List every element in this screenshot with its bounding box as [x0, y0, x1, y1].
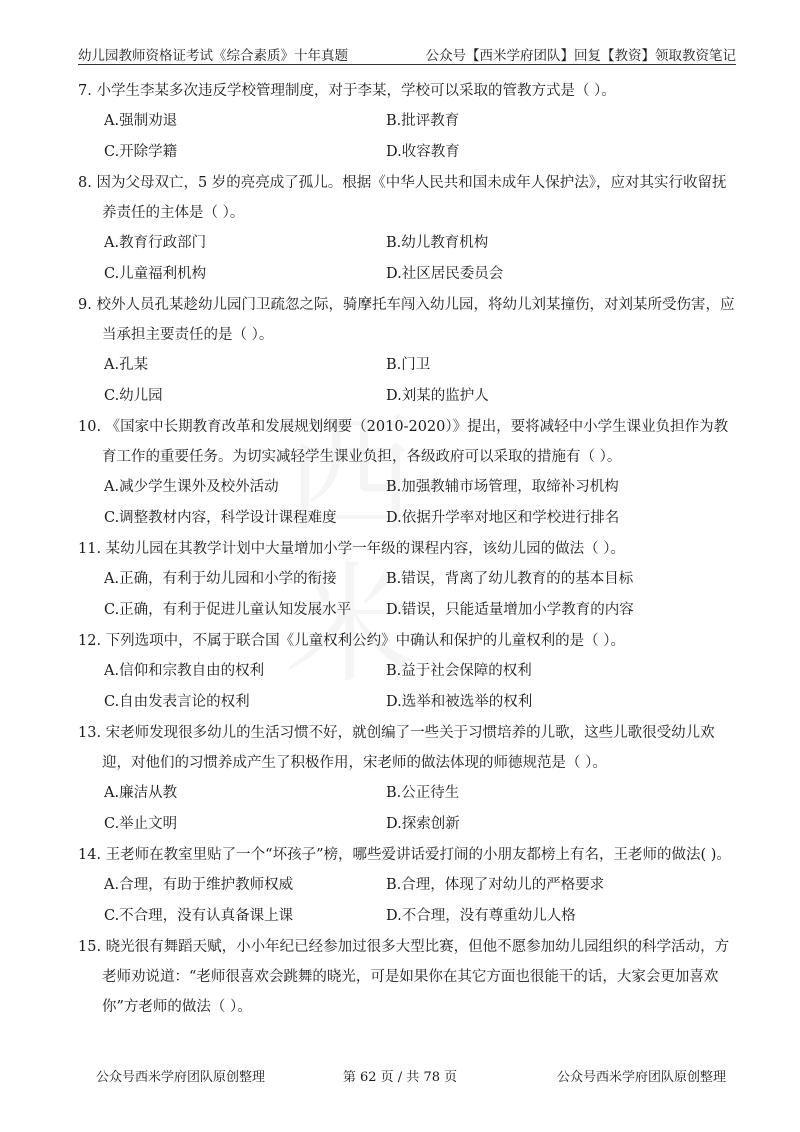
answer-option: A.廉洁从教: [104, 785, 178, 801]
answer-option: B.错误，背离了幼儿教育的的基本目标: [386, 571, 634, 587]
option-list: [104, 350, 736, 412]
option-list: [104, 228, 736, 290]
question-stem: 14. 王老师在教室里贴了一个“坏孩子”榜，哪些爱讲话爱打闹的小朋友都榜上有名，王老师的做法( )。: [78, 847, 731, 863]
question-stem: 11. 某幼儿园在其教学计划中大量增加小学一年级的课程内容，该幼儿园的做法（ ）。: [78, 541, 626, 557]
answer-option: D.选举和被选举的权利: [386, 694, 533, 710]
header-promo: 公众号【西米学府团队】回复【教资】领取教资笔记: [425, 48, 736, 64]
question-item: [78, 932, 736, 1022]
question-item: [78, 76, 736, 168]
answer-option: A.信仰和宗教自由的权利: [104, 663, 265, 679]
question-item: [78, 168, 736, 290]
question-stem: 10. 《国家中长期教育改革和发展规划纲要（2010-2020）》提出，要将减轻中小学生课业负担作为教育工作的重要任务。为切实减轻学生课业负担，各级政府可以采取的措施有（ ）。: [78, 419, 729, 465]
question-item: [78, 626, 736, 718]
answer-option: C.儿童福利机构: [104, 266, 207, 282]
option-list: [104, 106, 736, 168]
question-item: [78, 290, 736, 412]
question-stem: 12. 下列选项中，不属于联合国《儿童权利公约》中确认和保护的儿童权利的是（ ）。: [78, 633, 626, 649]
answer-option: D.探索创新: [386, 816, 460, 832]
question-stem: 9. 校外人员孔某趁幼儿园门卫疏忽之际，骑摩托车闯入幼儿园，将幼儿刘某撞伤，对刘某所受伤害，应当承担主要责任的是（ ）。: [78, 297, 735, 343]
question-item: [78, 840, 736, 932]
answer-option: C.自由发表言论的权利: [104, 694, 250, 710]
footer-right: 公众号西米学府团队原创整理: [556, 1070, 726, 1085]
page-number: 第 62 页 / 共 78 页: [342, 1070, 458, 1085]
option-list: [104, 870, 736, 932]
answer-option: A.合理，有助于维护教师权威: [104, 877, 294, 893]
answer-option: C.不合理，没有认真备课上课: [104, 908, 294, 924]
question-item: [78, 718, 736, 840]
watermark-char: 米: [284, 549, 415, 701]
question-stem: 8. 因为父母双亡，5 岁的亮亮成了孤儿。根据《中华人民共和国未成年人保护法》，应对其实行收留抚养责任的主体是（ ）。: [78, 175, 727, 221]
answer-option: B.公正待生: [386, 785, 460, 801]
answer-option: C.开除学籍: [104, 144, 178, 160]
answer-option: C.幼儿园: [104, 388, 163, 404]
answer-option: D.依据升学率对地区和学校进行排名: [386, 510, 620, 526]
answer-option: B.加强教辅市场管理，取缔补习机构: [386, 479, 619, 495]
watermark-char: 西: [284, 399, 415, 551]
answer-option: A.正确，有利于幼儿园和小学的衔接: [104, 571, 337, 587]
footer-left: 公众号西米学府团队原创整理: [96, 1070, 266, 1085]
page-header: [78, 40, 736, 65]
question-item: [78, 534, 736, 626]
answer-option: B.幼儿教育机构: [386, 235, 489, 251]
option-list: [104, 564, 736, 626]
header-title: 幼儿园教师资格证考试《综合素质》十年真题: [78, 48, 348, 64]
answer-option: B.门卫: [386, 357, 431, 373]
answer-option: A.减少学生课外及校外活动: [104, 479, 279, 495]
answer-option: D.刘某的监护人: [386, 388, 489, 404]
answer-option: C.正确，有利于促进儿童认知发展水平: [104, 602, 352, 618]
question-stem: 13. 宋老师发现很多幼儿的生活习惯不好，就创编了一些关于习惯培养的儿歌，这些儿歌很受幼儿欢迎，对他们的习惯养成产生了积极作用，宋老师的做法体现的师德规范是（ ）。: [78, 725, 715, 771]
option-list: [104, 472, 736, 534]
question-stem: 15. 晓光很有舞蹈天赋，小小年纪已经参加过很多大型比赛，但他不愿参加幼儿园组织的科学活动，方老师劝说道：“老师很喜欢会跳舞的晓光，可是如果你在其它方面也很能干的话，大家会更加喜欢你”方老师的做法（ ）。: [78, 939, 730, 1015]
answer-option: B.合理，体现了对幼儿的严格要求: [386, 877, 605, 893]
answer-option: B.益于社会保障的权利: [386, 663, 532, 679]
answer-option: C.举止文明: [104, 816, 178, 832]
answer-option: A.教育行政部门: [104, 235, 207, 251]
answer-option: B.批评教育: [386, 113, 460, 129]
answer-option: D.不合理，没有尊重幼儿人格: [386, 908, 576, 924]
answer-option: A.强制劝退: [104, 113, 178, 129]
question-item: [78, 412, 736, 534]
answer-option: D.社区居民委员会: [386, 266, 504, 282]
answer-option: D.收容教育: [386, 144, 460, 160]
question-list: [78, 76, 736, 1022]
option-list: [104, 778, 736, 840]
question-stem: 7. 小学生李某多次违反学校管理制度，对于李某，学校可以采取的管教方式是（ ）。: [78, 83, 616, 99]
page-footer: [0, 1066, 800, 1088]
option-list: [104, 656, 736, 718]
answer-option: D.错误，只能适量增加小学教育的内容: [386, 602, 634, 618]
answer-option: A.孔某: [104, 357, 149, 373]
answer-option: C.调整教材内容，科学设计课程难度: [104, 510, 337, 526]
